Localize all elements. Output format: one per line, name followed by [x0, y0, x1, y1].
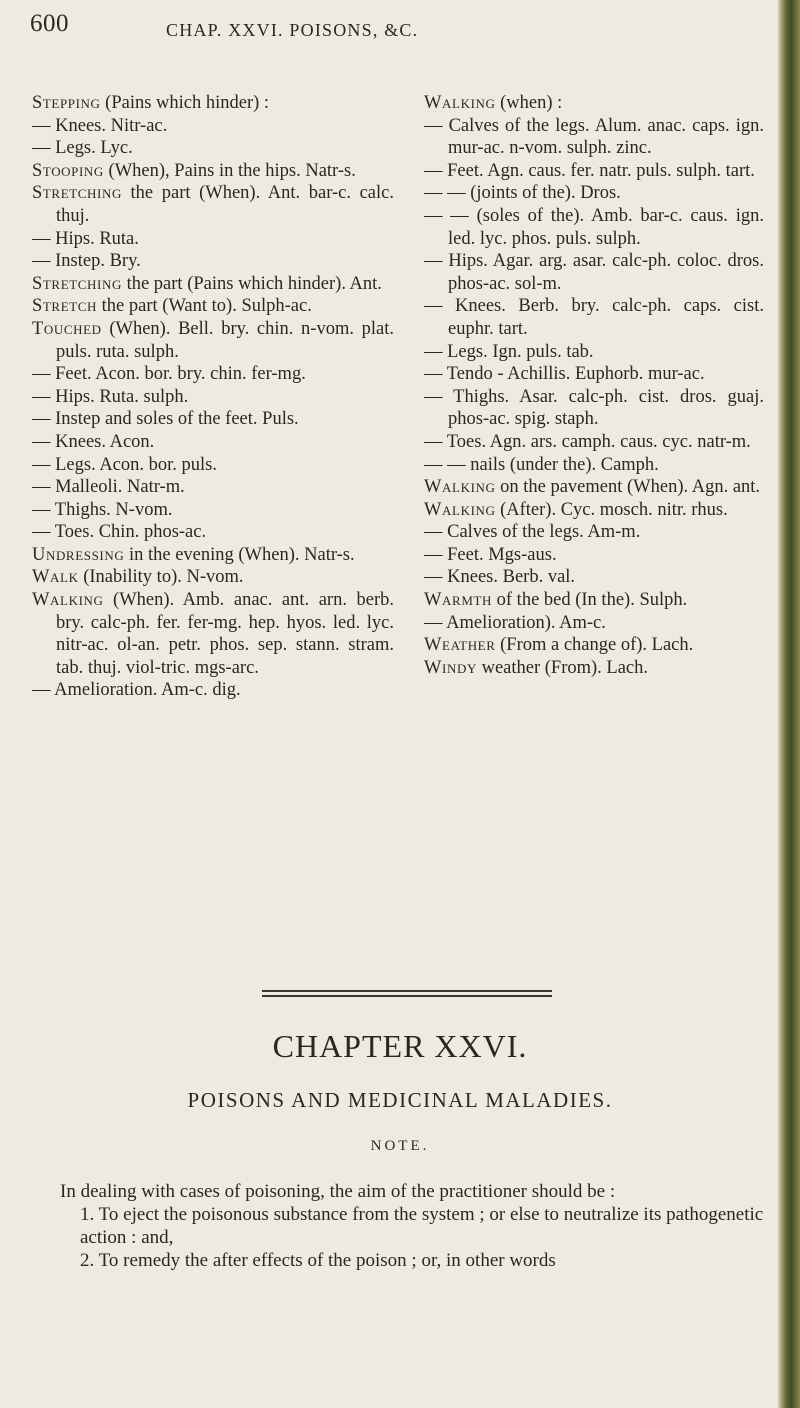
entry-text: (After). Cyc. mosch. nitr. rhus.: [495, 499, 728, 520]
entry-text: (From a change of). Lach.: [495, 635, 694, 656]
entry-text: — — nails (under the). Camph.: [424, 454, 659, 475]
entry-text: — Legs. Acon. bor. puls.: [32, 454, 217, 475]
index-entry: [32, 454, 394, 477]
entry-text: — Hips. Ruta. sulph.: [32, 386, 189, 407]
index-entry: [32, 318, 394, 363]
entry-keyword: Stepping: [32, 93, 101, 113]
entry-text: — Thighs. Asar. calc-ph. cist. dros. guaj. phos-ac. spig. staph.: [424, 386, 764, 430]
divider-line: [262, 995, 552, 997]
index-entry: [32, 544, 394, 567]
entry-text: the part (Want to). Sulph-ac.: [97, 296, 312, 317]
entry-keyword: Walking: [424, 499, 496, 520]
note-list-item: 2. To remedy the after effects of the poison ; or, in other words: [80, 1250, 556, 1271]
index-entry: [424, 566, 764, 589]
index-entry: [32, 250, 394, 273]
entry-text: (When), Pains in the hips. Natr-s.: [103, 160, 356, 181]
index-entry: [32, 92, 394, 115]
entry-keyword: Weather: [424, 635, 496, 656]
index-entry: [424, 431, 764, 454]
divider-line: [262, 990, 552, 992]
note-heading: NOTE.: [370, 1138, 430, 1154]
index-entry: [32, 273, 394, 296]
entry-text: — Instep and soles of the feet. Puls.: [32, 409, 299, 430]
entry-text: (When). Amb. anac. ant. arn. berb. bry. calc-ph. fer. fer-mg. hep. hyos. led. lyc. nitr-ac. ol-an. petr. phos. sep. stann. stram. tab. thuj. viol-tric. mgs-arc.: [56, 590, 394, 678]
index-entry: [32, 228, 394, 251]
index-entry: [32, 182, 394, 227]
entry-text: — Feet. Acon. bor. bry. chin. fer-mg.: [32, 364, 306, 385]
entry-text: — Hips. Agar. arg. asar. calc-ph. coloc. dros. phos-ac. sol-m.: [424, 251, 764, 294]
entry-keyword: Undressing: [32, 544, 125, 565]
index-entry: [32, 160, 394, 183]
entry-keyword: Stretch: [32, 296, 98, 317]
index-entry: [32, 363, 394, 386]
index-entry: [424, 612, 764, 635]
entry-text: (Pains which hinder) :: [100, 93, 270, 113]
index-entry: [424, 589, 764, 612]
entry-text: — — (joints of the). Dros.: [424, 183, 621, 204]
entry-text: — Malleoli. Natr-m.: [32, 477, 185, 498]
entry-keyword: Touched: [32, 318, 102, 339]
index-entry: [424, 657, 764, 680]
note-list-item: 1. To eject the poisonous substance from the system ; or else to neutralize its pathogenetic action : and,: [80, 1204, 764, 1248]
note-body: [60, 1180, 770, 1272]
entry-text: — Knees. Acon.: [32, 431, 155, 452]
entry-text: — Thighs. N-vom.: [32, 499, 173, 520]
entry-text: — Knees. Berb. val.: [424, 567, 576, 588]
index-entry: [32, 386, 394, 409]
entry-text: — Amelioration). Am-c.: [424, 612, 606, 633]
entry-keyword: Walking: [32, 590, 104, 611]
chapter-title: CHAPTER XXVI.: [272, 1028, 528, 1064]
entry-text: — Instep. Bry.: [32, 251, 141, 272]
entry-keyword: Walking: [424, 93, 496, 113]
index-entry: [32, 589, 394, 679]
index-entry: [424, 250, 764, 295]
note-intro: In dealing with cases of poisoning, the aim of the practitioner should be :: [60, 1181, 616, 1202]
entry-text: — Legs. Ign. puls. tab.: [424, 341, 594, 362]
index-entry: [32, 115, 394, 138]
scan-edge-strip: [778, 0, 800, 1408]
running-head: CHAP. XXVI. POISONS, &C.: [166, 20, 419, 40]
index-entry: [32, 295, 394, 318]
entry-text: — Calves of the legs. Alum. anac. caps. ign. mur-ac. n-vom. sulph. zinc.: [424, 115, 764, 159]
index-entry: [32, 499, 394, 522]
index-entry: [32, 137, 394, 160]
index-entry: [424, 544, 764, 567]
index-entry: [424, 115, 764, 160]
entry-text: — Feet. Mgs-aus.: [424, 544, 557, 565]
entry-text: (When). Bell. bry. chin. n-vom. plat. puls. ruta. sulph.: [56, 318, 394, 362]
index-entry: [424, 386, 764, 431]
entry-text: — Toes. Chin. phos-ac.: [32, 522, 207, 543]
page-number: 600: [30, 10, 69, 37]
entry-keyword: Windy: [424, 657, 477, 678]
double-rule-divider: [262, 990, 552, 1000]
entry-text: — — (soles of the). Amb. bar-c. caus. ign. led. lyc. phos. puls. sulph.: [424, 205, 764, 249]
left-column: [32, 92, 394, 702]
entry-text: — Hips. Ruta.: [32, 228, 139, 249]
index-entry: [32, 408, 394, 431]
entry-text: (Inability to). N-vom.: [78, 567, 244, 588]
index-entry: [424, 160, 764, 183]
entry-text: in the evening (When). Natr-s.: [124, 544, 355, 565]
entry-text: — Legs. Lyc.: [32, 138, 133, 159]
entry-keyword: Stretching: [32, 273, 122, 294]
index-entry: [32, 476, 394, 499]
entry-text: of the bed (In the). Sulph.: [492, 590, 688, 611]
index-entry: [424, 476, 764, 499]
index-entry: [32, 566, 394, 589]
entry-text: — Knees. Berb. bry. calc-ph. caps. cist. euphr. tart.: [424, 296, 764, 339]
index-entry: [32, 679, 394, 702]
entry-keyword: Walk: [32, 567, 79, 588]
entry-text: — Calves of the legs. Am-m.: [424, 522, 641, 543]
index-entry: [424, 521, 764, 544]
index-entry: [424, 499, 764, 522]
entry-text: (when) :: [495, 93, 563, 113]
entry-keyword: Stretching: [32, 183, 122, 204]
entry-text: the part (When). Ant. bar-c. calc. thuj.: [56, 183, 394, 226]
entry-keyword: Warmth: [424, 590, 493, 611]
index-entry: [424, 454, 764, 477]
chapter-subtitle: POISONS AND MEDICINAL MALADIES.: [187, 1088, 613, 1112]
index-entry: [32, 521, 394, 544]
entry-text: — Feet. Agn. caus. fer. natr. puls. sulph. tart.: [424, 160, 755, 181]
entry-text: — Knees. Nitr-ac.: [32, 115, 168, 136]
entry-text: the part (Pains which hinder). Ant.: [121, 273, 382, 294]
index-entry: [424, 634, 764, 657]
right-column: [424, 92, 764, 679]
entry-text: — Tendo - Achillis. Euphorb. mur-ac.: [424, 364, 705, 385]
index-entry: [32, 431, 394, 454]
index-entry: [424, 363, 764, 386]
index-entry: [424, 341, 764, 364]
entry-text: on the pavement (When). Agn. ant.: [495, 477, 761, 498]
index-entry: [424, 92, 764, 115]
entry-keyword: Walking: [424, 477, 496, 498]
index-entry: [424, 182, 764, 205]
entry-text: — Toes. Agn. ars. camph. caus. cyc. natr-m.: [424, 431, 751, 452]
index-entry: [424, 295, 764, 340]
entry-text: weather (From). Lach.: [476, 657, 649, 678]
index-entry: [424, 205, 764, 250]
entry-keyword: Stooping: [32, 160, 104, 181]
entry-text: — Amelioration. Am-c. dig.: [32, 680, 241, 701]
